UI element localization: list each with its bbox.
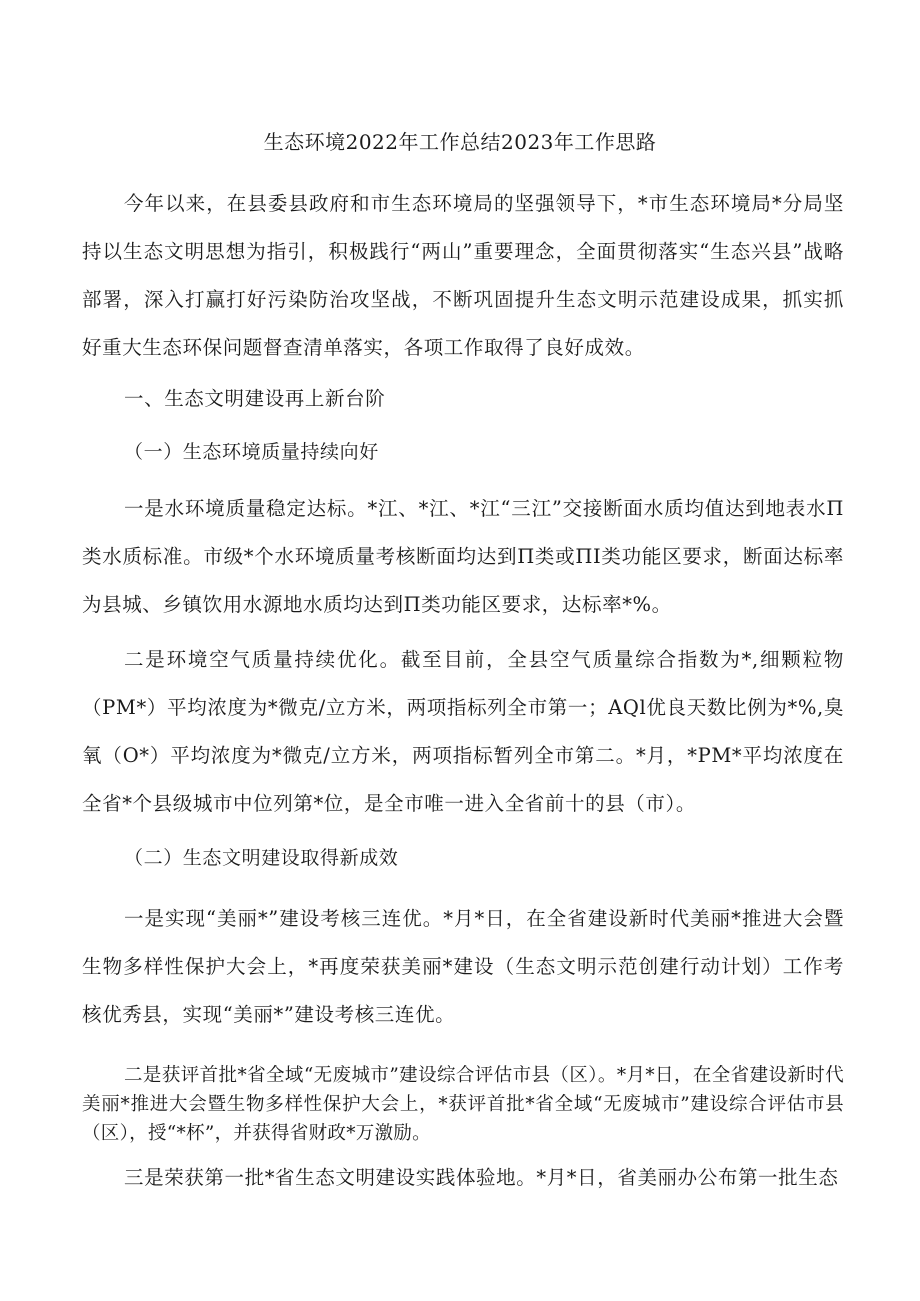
- air-quality-paragraph: 二是环境空气质量持续优化。截至目前，全县空气质量综合指数为*,细颗粒物（PM*）平均浓度为*微克/立方米，两项指标列全市第一；AQl优良天数比例为*%,臭氧（O*）平均浓度为*微克/立方米，两项指标暂列全市第二。*月，*PM*平均浓度在全省*个县级城市中位列第*位，是全市唯一进入全省前十的县（市）。: [82, 648, 844, 815]
- section-heading-1: 一、生态文明建设再上新台阶: [124, 387, 386, 410]
- document-title: 生态环境2022年工作总结2023年工作思路: [263, 130, 657, 154]
- subsection-heading-1: （一）生态环境质量持续向好: [124, 441, 379, 463]
- water-quality-paragraph: 一是水环境质量稳定达标。*江、*江、*江“三江”交接断面水质均值达到地表水Π类水质标准。市级*个水环境质量考核断面均达到Π类或ΠI类功能区要求，断面达标率为县城、乡镇饮用水源地水质均达到Π类功能区要求，达标率*%。: [82, 497, 844, 616]
- subsection-heading-2: （二）生态文明建设取得新成效: [124, 847, 399, 869]
- beautiful-construction-paragraph: 一是实现“美丽*”建设考核三连优。*月*日，在全省建设新时代美丽*推进大会暨生物多样性保护大会上，*再度荣获美丽*建设（生态文明示范创建行动计划）工作考核优秀县，实现“美丽*”建设考核三连优。: [82, 907, 844, 1026]
- intro-paragraph: 今年以来，在县委县政府和市生态环境局的坚强领导下，*市生态环境局*分局坚持以生态文明思想为指引，积极践行“两山”重要理念，全面贯彻落实“生态兴县”战略部署，深入打赢打好污染防治攻坚战，不断巩固提升生态文明示范建设成果，抓实抓好重大生态环保问题督查清单落实，各项工作取得了良好成效。: [82, 192, 844, 359]
- practice-site-paragraph: 三是荣获第一批*省生态文明建设实践体验地。*月*日，省美丽办公布第一批生态: [124, 1166, 839, 1189]
- waste-free-city-paragraph: 二是获评首批*省全域“无废城市”建设综合评估市县（区）。*月*日，在全省建设新时代美丽*推进大会暨生物多样性保护大会上，*获评首批*省全域“无废城市”建设综合评估市县（区），授“*杯”，并获得省财政*万激励。: [82, 1065, 844, 1144]
